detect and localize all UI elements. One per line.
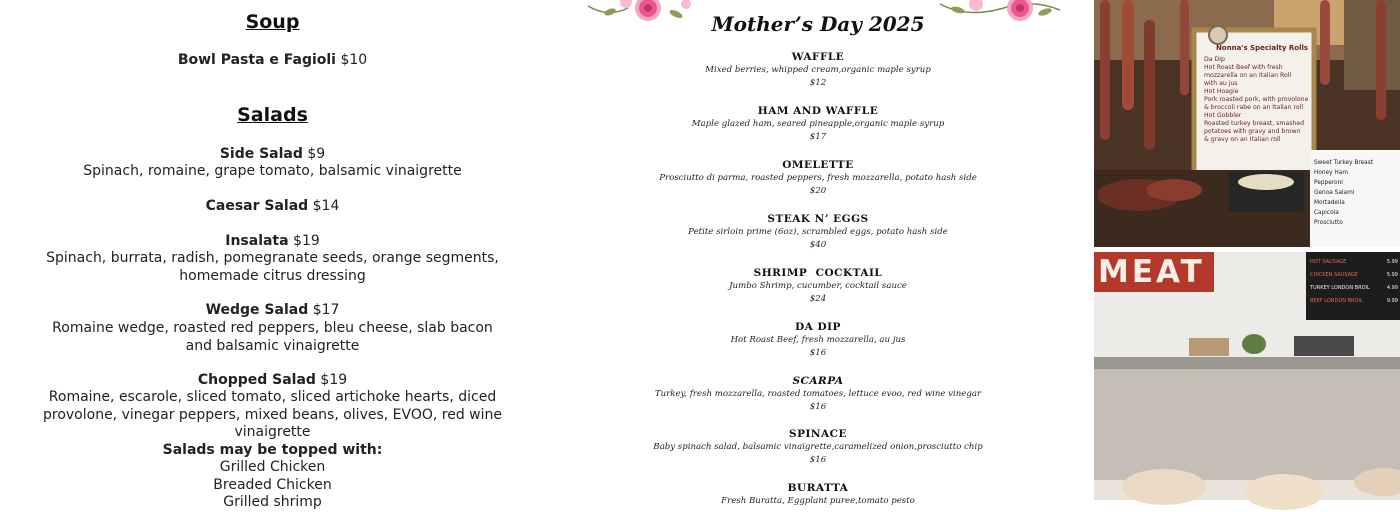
item-description: Spinach, burrata, radish, pomegranate seeds, orange segments, homemade citrus dressing [46,250,499,284]
menu-item-chopped-salad [0,372,545,390]
page-title: Mother’s Day 2025 [711,12,925,36]
item-price: $24 [809,294,827,304]
board-text: Da Dip Hot Roast Beef with fresh mozzarella on an Italian Roll with au jus Hot Hoagie Pork roasted pork, with provolone & broccoli rabe on an Italian roll Hot Gobbler Roasted turkey breast, smashed potatoes with gravy and brown & gravy on an Italian roll [1204,56,1309,143]
meat-sign: MEAT [1098,254,1205,290]
item-price: $16 [809,402,827,412]
board-row: HOT SAUSAGE 5.99 [1310,259,1398,265]
item-description: Romaine, escarole, sliced tomato, sliced artichoke hearts, diced provolone, vinegar peppers, mixed beans, olives, EVOO, red wine vinaigrette [42,389,503,440]
item-price: $20 [809,186,827,196]
item-price: $19 [293,233,320,249]
menu-item-pasta-fagioli [0,52,545,70]
item-description: Petite sirloin prime (6oz), scrambled eggs, potato hash side [688,227,948,237]
topping-item: Grilled shrimp [223,494,322,510]
item-name: Side Salad [219,146,303,162]
item-name: OMELETTE [782,159,854,171]
menu-item-steak-n-eggs [548,213,1088,252]
menu-item-caesar-salad [0,198,545,216]
item-name: SHRIMP COCKTAIL [753,267,883,279]
item-description: Prosciutto di parma, roasted peppers, fresh mozzarella, potato hash side [659,173,977,183]
menu-item-side-salad [0,146,545,164]
board-row: TURKEY LONDON BROIL 4.99 [1310,285,1398,291]
item-description: Spinach, romaine, grape tomato, balsamic vinaigrette [83,163,462,179]
item-price: $14 [312,198,340,214]
item-description: Jumbo Shrimp, cucumber, cocktail sauce [729,281,907,291]
salads-heading: Salads [237,104,308,126]
item-description: Maple glazed ham, seared pineapple,organic maple syrup [691,119,945,129]
topping-item: Grilled Chicken [219,459,326,475]
item-price: $17 [312,302,340,318]
item-name: Chopped Salad [197,372,316,388]
item-name: Insalata [225,233,289,249]
item-name: SCARPA [792,375,844,387]
meat-price-board [1310,256,1398,308]
menu-item-wedge-salad [0,302,545,320]
item-price: $19 [320,372,348,388]
salad-soup-menu [0,0,545,510]
menu-item-da-dip [548,321,1088,360]
item-name: STEAK N’ EGGS [767,213,869,225]
item-price: $16 [809,348,827,358]
item-name: Caesar Salad [205,198,309,214]
board-row: CHICKEN SAUSAGE 5.99 [1310,272,1398,278]
menu-item-omelette [548,159,1088,198]
item-name: WAFFLE [791,51,845,63]
item-price: $40 [809,240,827,250]
item-description: Mixed berries, whipped cream,organic maple syrup [705,65,931,75]
board-title: Nonna's Specialty Rolls [1215,44,1309,52]
menu-item-shrimp-cocktail [548,267,1088,306]
meat-counter-photo [1094,252,1400,500]
item-description: Romaine wedge, roasted red peppers, bleu cheese, slab bacon and balsamic vinaigrette [52,320,493,354]
menu-item-spinace [548,428,1088,467]
item-price: $17 [809,132,827,142]
item-description: Turkey, fresh mozzarella, roasted tomatoes, lettuce evoo, red wine vinegar [654,389,982,399]
topping-item: Breaded Chicken [213,477,332,493]
specialty-rolls-board [1200,40,1310,144]
mothers-day-menu [548,0,1088,506]
price-list-board: Sweet Turkey Breast Honey Ham Pepperoni Genoa Salami Mortadella Capicola Prosciutto [1314,160,1374,226]
item-name: HAM AND WAFFLE [757,105,879,117]
deli-interior-photo [1094,0,1400,247]
item-description: Baby spinach salad, balsamic vinaigrette,caramelized onion,prosciutto chip [653,442,983,452]
item-price: $9 [307,146,326,162]
menu-item-waffle [548,51,1088,90]
item-name: BURATTA [787,482,849,494]
item-description: Fresh Buratta, Eggplant puree,tomato pesto [721,496,915,506]
menu-item-insalata [0,233,545,251]
item-price: $10 [340,52,368,68]
item-price: $12 [809,78,827,88]
item-name: SPINACE [789,428,847,440]
item-name: DA DIP [795,321,841,333]
item-name: Wedge Salad [205,302,309,318]
menu-item-ham-and-waffle [548,105,1088,144]
menu-item-scarpa [548,375,1088,414]
soup-heading: Soup [245,11,300,33]
menu-item-buratta [548,482,1088,508]
item-name: Bowl Pasta e Fagioli [177,52,336,68]
board-row: BEEF LONDON BROIL 9.99 [1310,298,1398,304]
toppings-heading: Salads may be topped with: [162,442,383,458]
item-description: Hot Roast Beef, fresh mozzarella, au jus [730,335,906,345]
item-price: $16 [809,455,827,465]
